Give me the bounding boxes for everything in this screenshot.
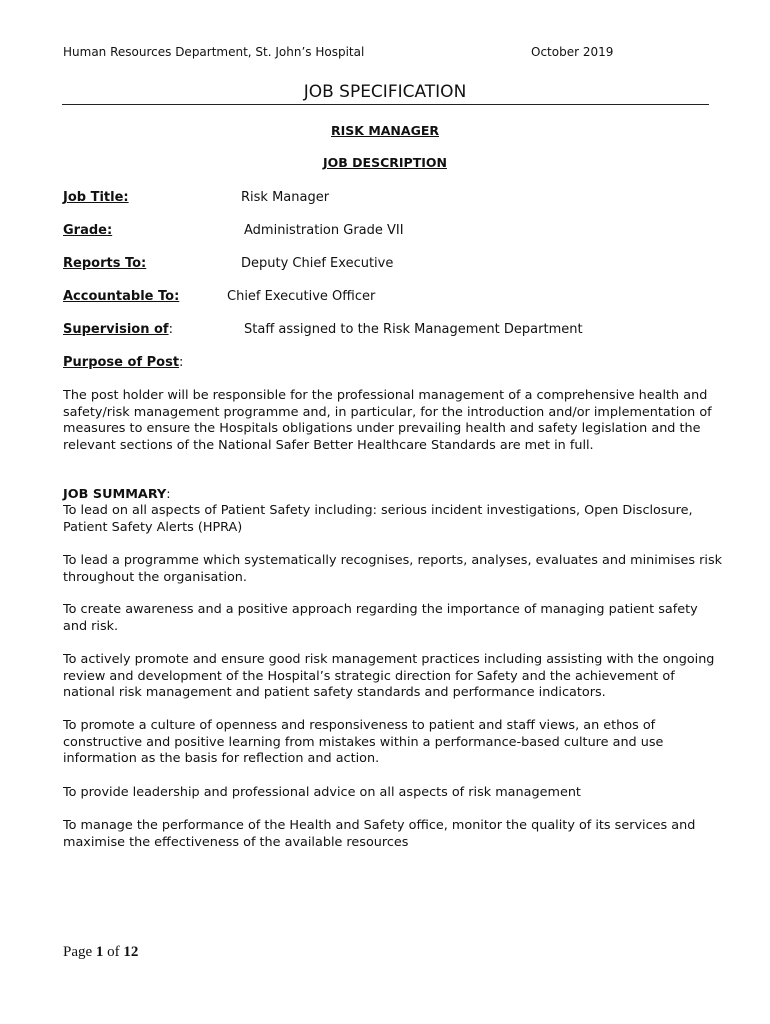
summary-item: To promote a culture of openness and responsiveness to patient and staff views, an ethos of constructive and positive learning from mistakes within a performance-based culture and use information as the basis for reflection and action.: [63, 718, 664, 766]
grade-label: Grade:: [63, 223, 113, 238]
supervision-row: Supervision of:: [63, 322, 173, 337]
title-divider: [62, 104, 709, 105]
summary-label: JOB SUMMARY: [63, 487, 167, 502]
summary-heading: JOB SUMMARY:: [63, 487, 171, 502]
job-title-label: Job Title:: [63, 190, 129, 205]
grade-value: Administration Grade VII: [244, 223, 404, 238]
section-heading: JOB DESCRIPTION: [323, 155, 447, 170]
accountable-to-value: Chief Executive Officer: [227, 289, 376, 304]
summary-item: To lead on all aspects of Patient Safety including: serious incident investigations, Open Disclosure, Patient Safety Alerts (HPRA): [63, 503, 693, 535]
job-title-value: Risk Manager: [241, 190, 330, 205]
summary-item: To provide leadership and professional advice on all aspects of risk management: [63, 785, 581, 800]
supervision-label: Supervision of: [63, 322, 169, 337]
reports-to-value: Deputy Chief Executive: [241, 256, 394, 271]
header-date: October 2019: [531, 45, 614, 59]
header-department: Human Resources Department, St. John’s Hospital: [63, 45, 365, 59]
summary-item: To lead a programme which systematically recognises, reports, analyses, evaluates and minimises risk throughout the organisation.: [63, 553, 723, 585]
purpose-heading: Purpose of Post:: [63, 355, 184, 370]
page-number: Page 1 of 12: [63, 944, 139, 960]
reports-to-label: Reports To:: [63, 256, 147, 271]
supervision-value: Staff assigned to the Risk Management Department: [244, 322, 583, 337]
summary-item: To create awareness and a positive approach regarding the importance of managing patient safety and risk.: [63, 602, 698, 634]
page-title: JOB SPECIFICATION: [303, 82, 467, 102]
purpose-label: Purpose of Post: [63, 355, 180, 370]
summary-item: To actively promote and ensure good risk management practices including assisting with the ongoing review and development of the Hospital’s strategic direction for Safety and the achievement of national risk management and patient safety standards and performance indicators.: [63, 652, 715, 700]
role-heading: RISK MANAGER: [331, 123, 439, 138]
summary-item: To manage the performance of the Health and Safety office, monitor the quality of its services and maximise the effectiveness of the available resources: [63, 818, 696, 850]
purpose-text: The post holder will be responsible for the professional management of a comprehensive health and safety/risk management programme and, in particular, for the introduction and/or implementation of measures to ensure the Hospitals obligations under prevailing health and safety legislation and the relevant sections of the National Safer Better Healthcare Standards are met in full.: [63, 388, 712, 453]
accountable-to-label: Accountable To:: [63, 289, 180, 304]
purpose-paragraph: [63, 388, 723, 454]
